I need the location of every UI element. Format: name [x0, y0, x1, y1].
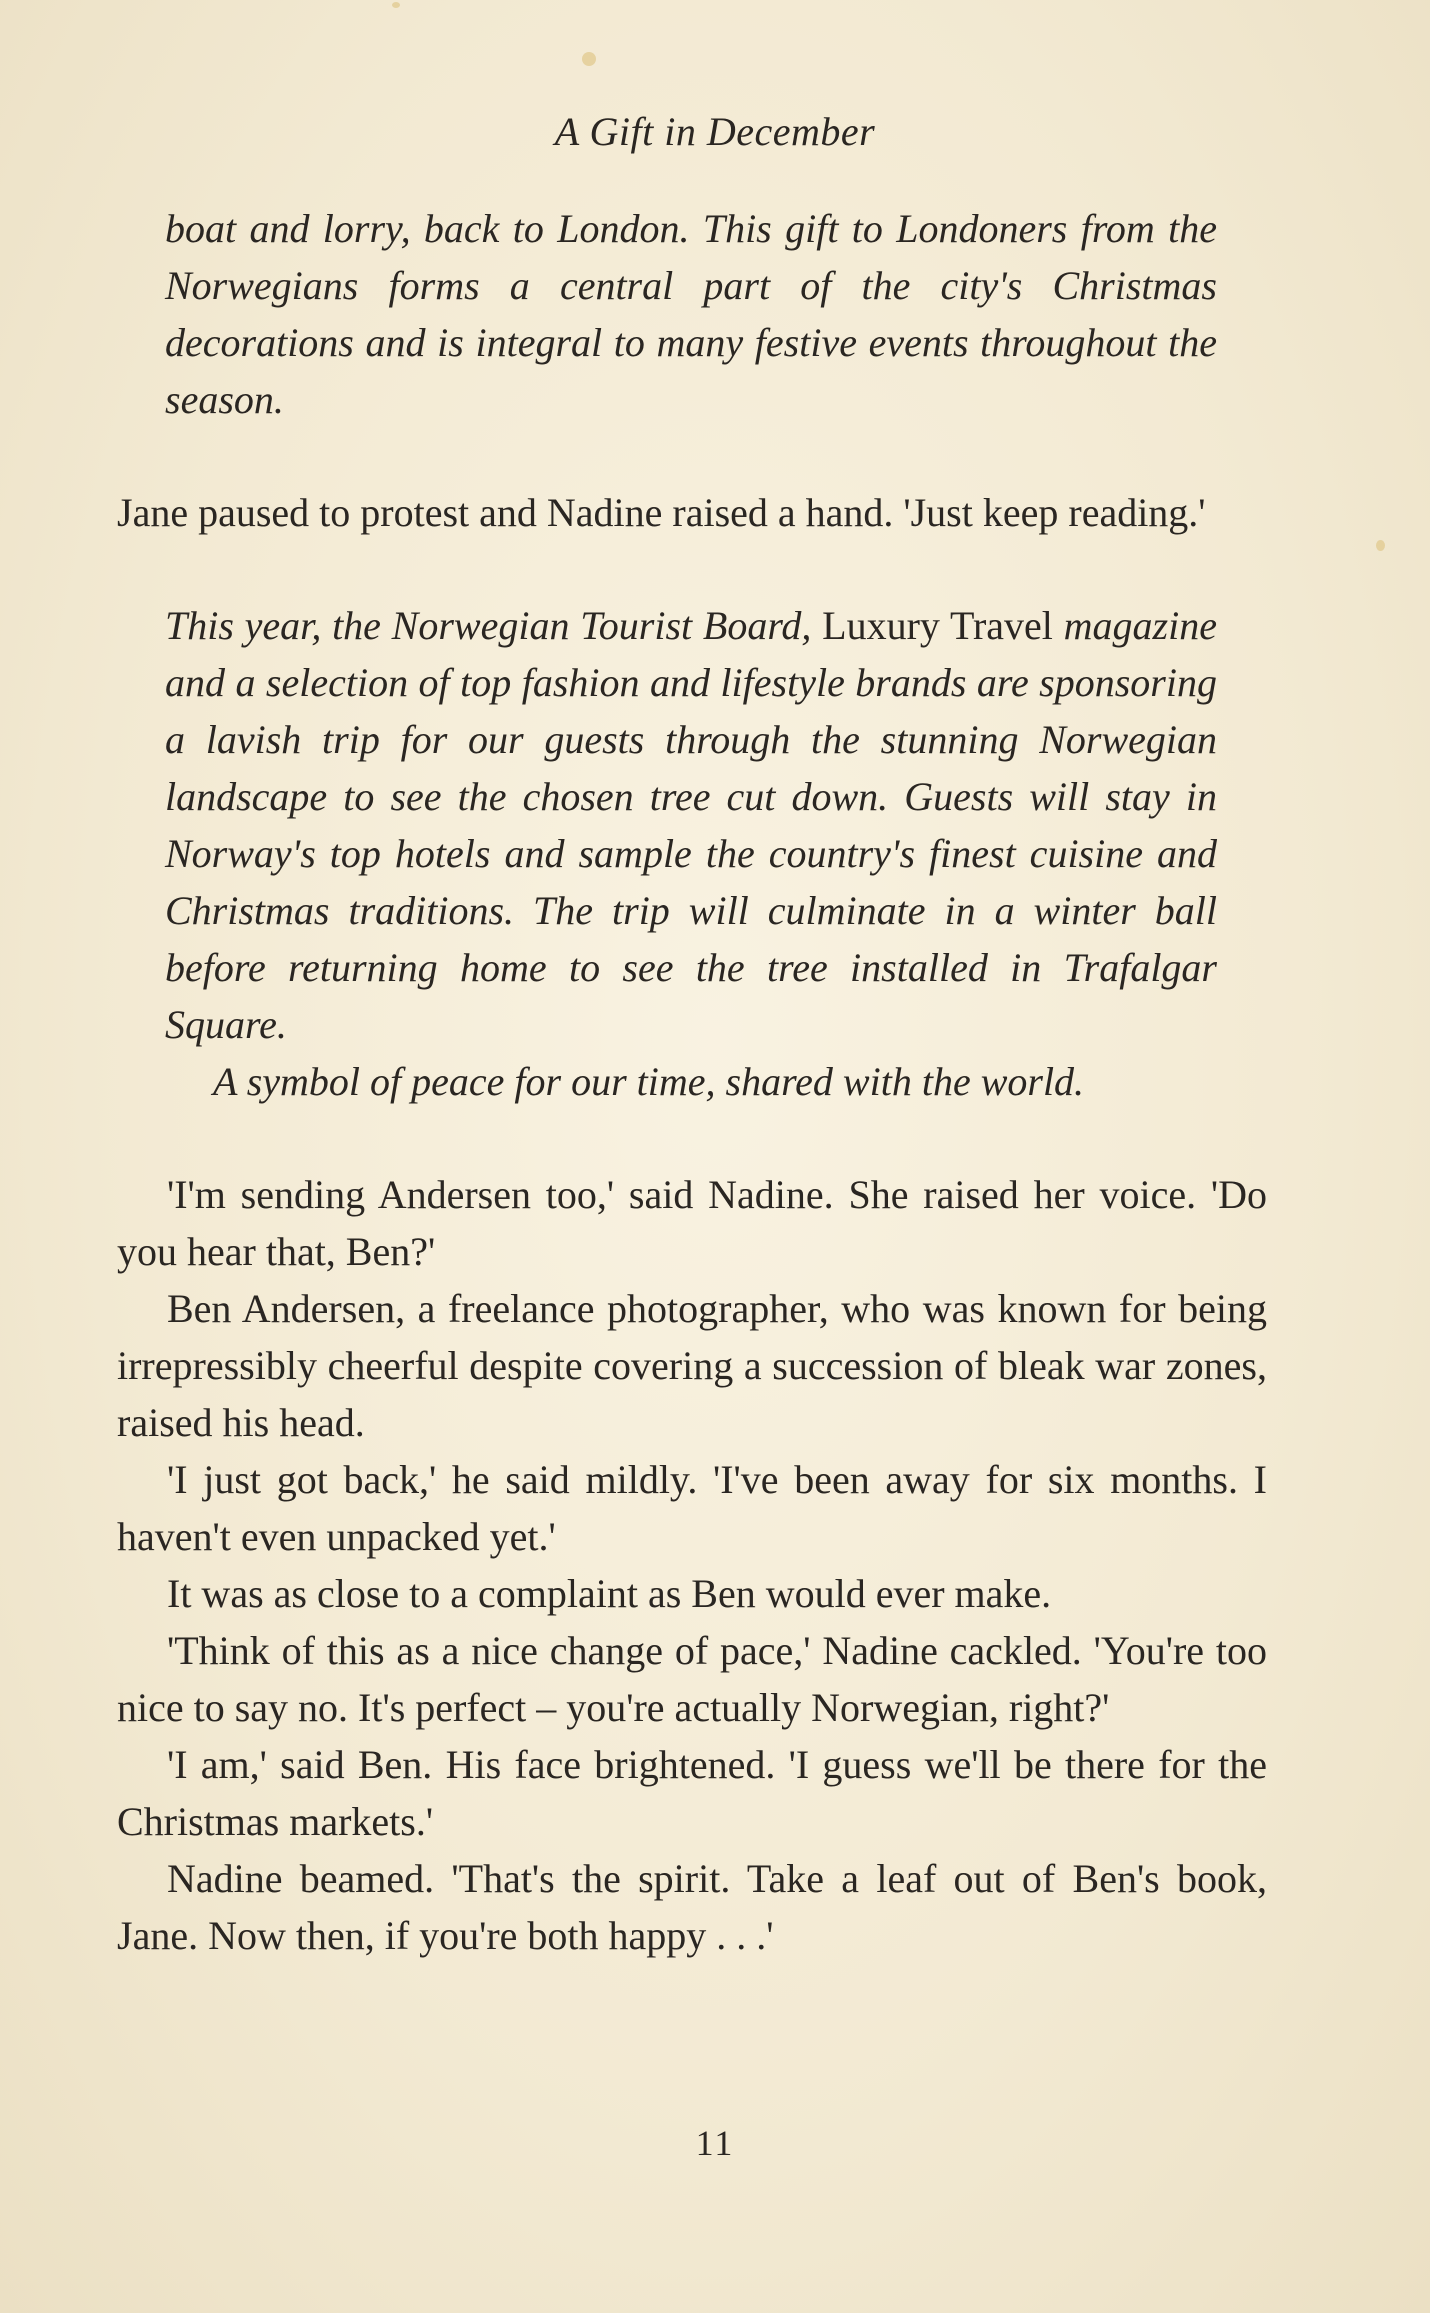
body-text	[117, 200, 1267, 1964]
dialogue-paragraph: Ben Andersen, a freelance photographer, who was known for being irrepressibly cheerful despite covering a succession of bleak war zones, raised his head.	[117, 1286, 1267, 1445]
dialogue-paragraph: 'I am,' said Ben. His face brightened. 'I guess we'll be there for the Christmas markets.'	[117, 1742, 1267, 1844]
dialogue-paragraph: 'I'm sending Andersen too,' said Nadine. She raised her voice. 'Do you hear that, Ben?'	[117, 1172, 1267, 1274]
magazine-name: Luxury Travel	[822, 603, 1053, 648]
paper-speck	[392, 2, 400, 8]
paper-speck	[1376, 540, 1385, 551]
page-number: 11	[695, 2123, 735, 2163]
extract-newspaper-1: boat and lorry, back to London. This gift to Londoners from the Norwegians forms a central part of the city's Christmas decorations and is integral to many festive events throughout the season.	[165, 206, 1217, 422]
extract-2-rest: magazine and a selection of top fashion and lifestyle brands are sponsoring a lavish trip for our guests through the stunning Norwegian landscape to see the chosen tree cut down. Guests will stay in Norway's top hotels and sample the country's finest cuisine and Christmas traditions. The trip will culminate in a winter ball before returning home to see the tree installed in Trafalgar Square.	[165, 603, 1217, 1047]
dialogue-paragraph: It was as close to a complaint as Ben would ever make.	[167, 1571, 1052, 1616]
dialogue-paragraph: Nadine beamed. 'That's the spirit. Take a leaf out of Ben's book, Jane. Now then, if you're both happy . . .'	[117, 1856, 1267, 1958]
extract-newspaper-2	[117, 597, 1267, 1053]
paper-speck	[582, 52, 596, 66]
running-head: A Gift in December	[554, 109, 876, 154]
dialogue-paragraph: 'Think of this as a nice change of pace,' Nadine cackled. 'You're too nice to say no. It's perfect – you're actually Norwegian, right?'	[117, 1628, 1267, 1730]
extract-2-lead: This year, the Norwegian Tourist Board,	[165, 603, 823, 648]
dialogue-paragraph: 'I just got back,' he said mildly. 'I've been away for six months. I haven't even unpacked yet.'	[117, 1457, 1267, 1559]
paragraph-jane-paused: Jane paused to protest and Nadine raised a hand. 'Just keep reading.'	[117, 490, 1206, 535]
extract-closing-line: A symbol of peace for our time, shared with the world.	[213, 1059, 1085, 1104]
